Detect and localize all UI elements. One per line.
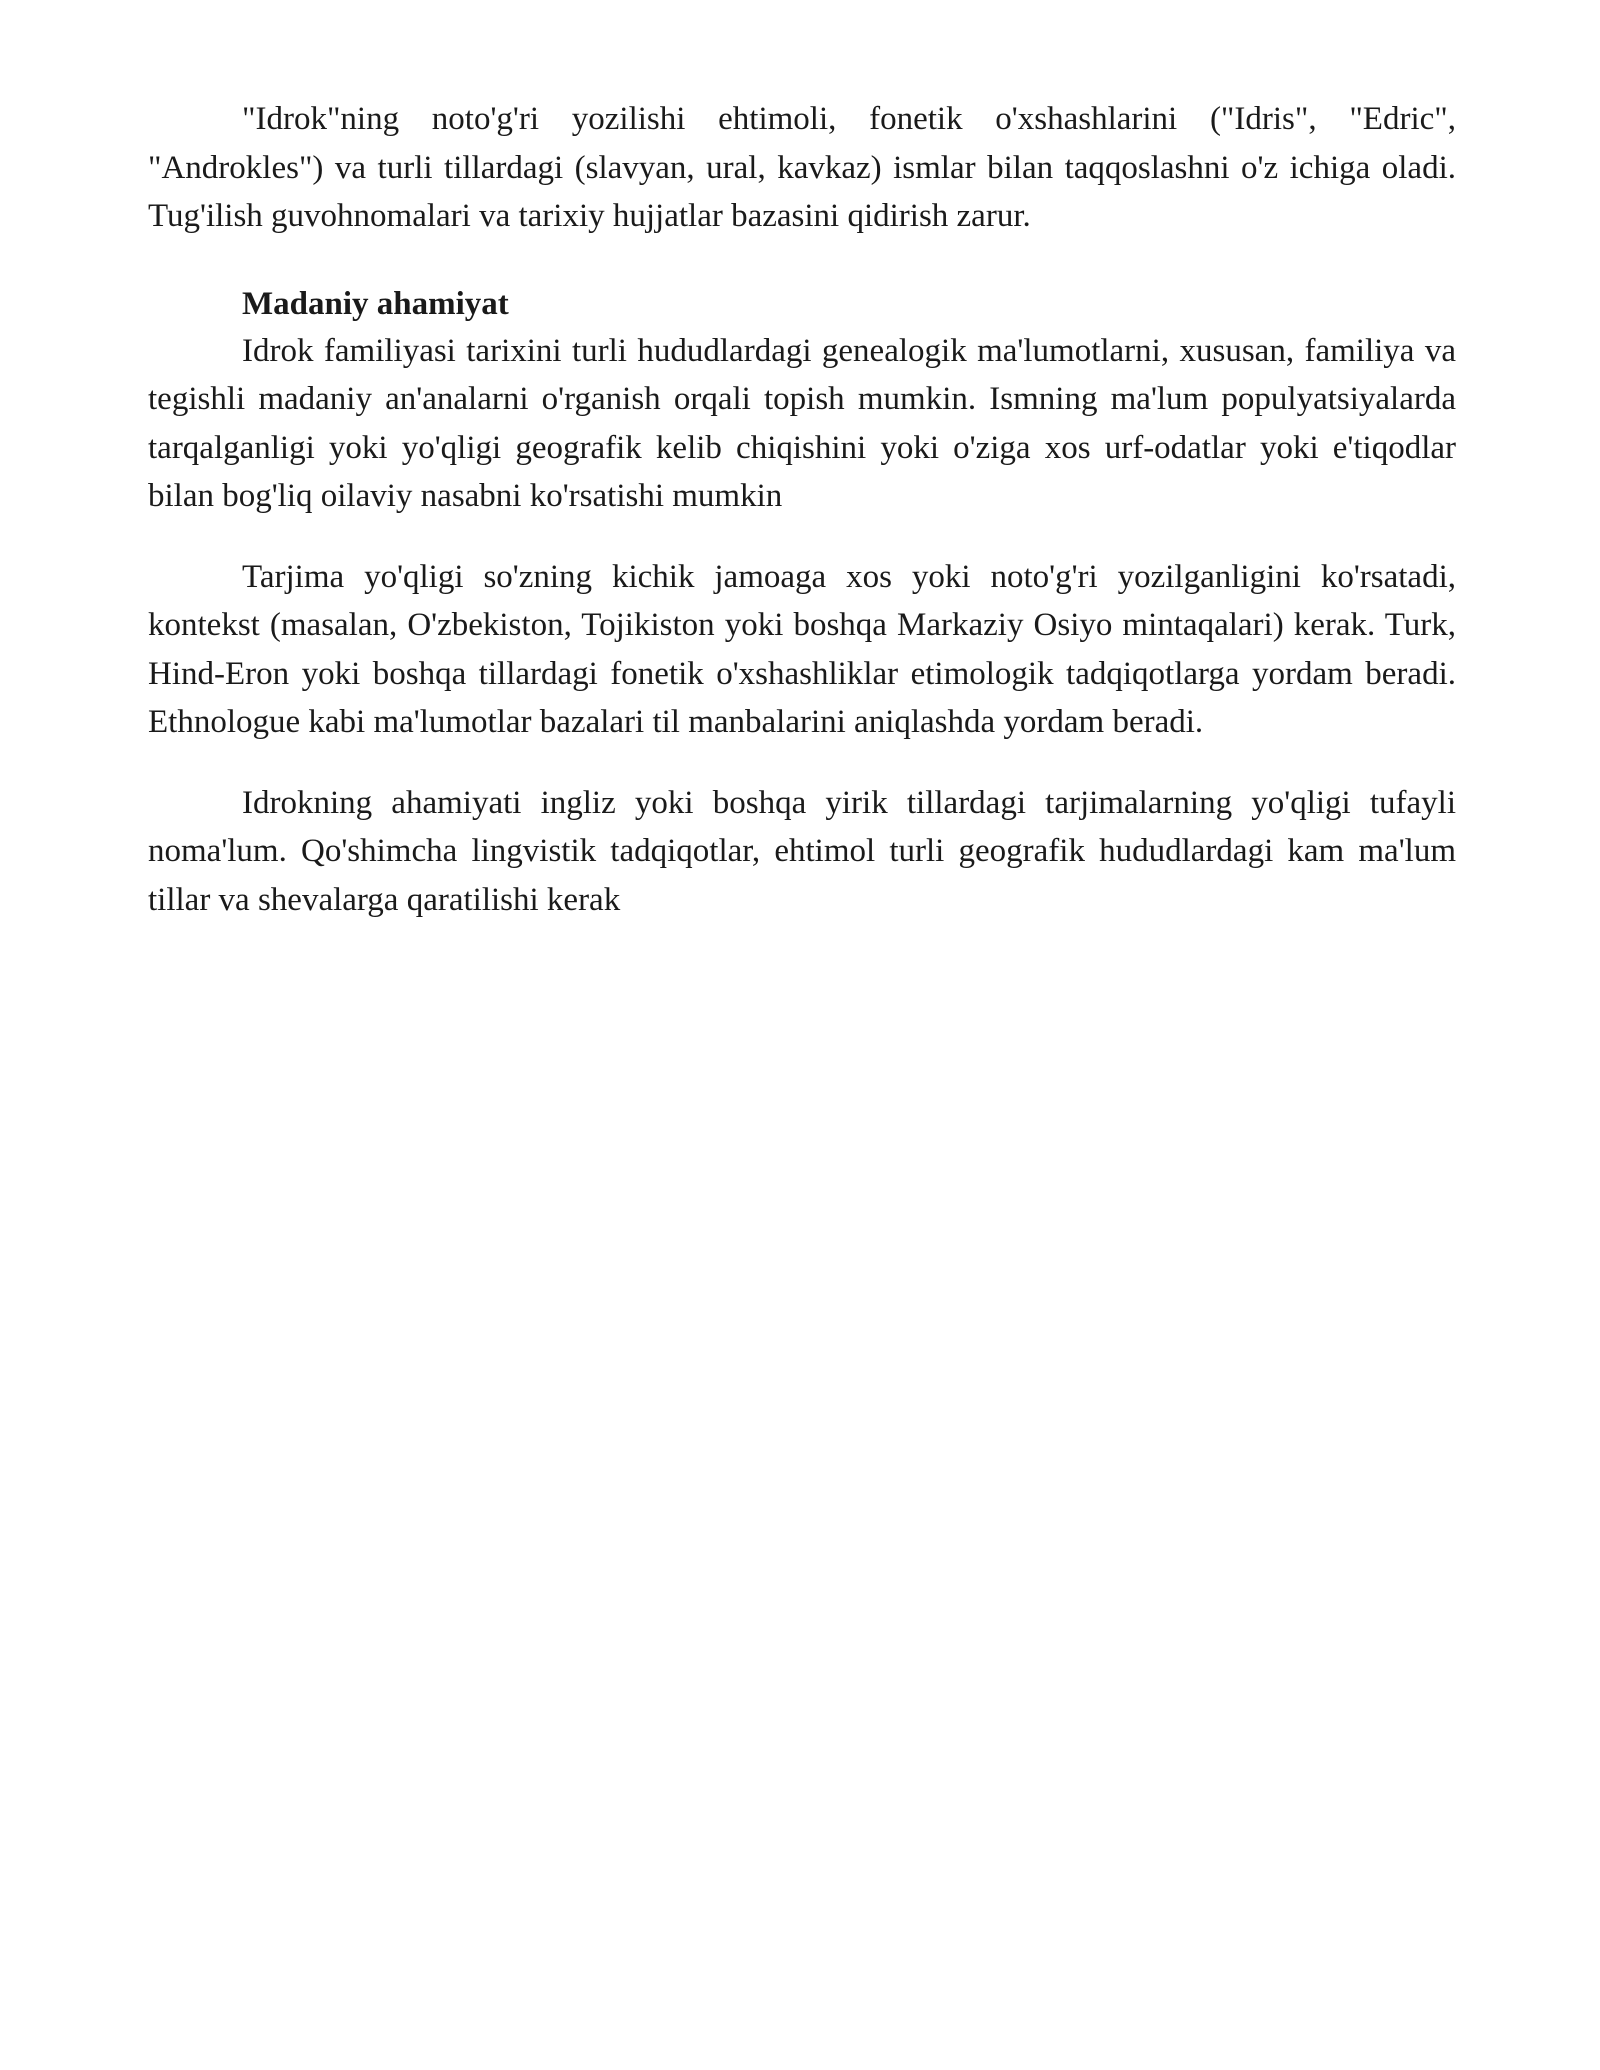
paragraph-misspelling-analysis: "Idrok"ning noto'g'ri yozilishi ehtimoli, fonetik o'xshashlarini ("Idris", "Edric", "Androkles") va turli tillardagi (slavyan, ural, kavkaz) ismlar bilan taqqoslashni o'z ichiga oladi. Tug'ilish guvohnomalari va tarixiy hujjatlar bazasini qidirish zarur.	[148, 101, 1456, 234]
section-heading: Madaniy ahamiyat	[242, 285, 509, 322]
document-body	[148, 95, 1456, 924]
paragraph-translation-absence: Tarjima yo'qligi so'zning kichik jamoaga xos yoki noto'g'ri yozilganligini ko'rsatadi, kontekst (masalan, O'zbekiston, Tojikiston yoki boshqa Markaziy Osiyo mintaqalari) kerak. Turk, Hind-Eron yoki boshqa tillardagi fonetik o'xshashliklar etimologik tadqiqotlarga yordam beradi. Ethnologue kabi ma'lumotlar bazalari til manbalarini aniqlashda yordam beradi.	[148, 558, 1456, 740]
paragraph-cultural-significance: Idrok familiyasi tarixini turli hududlardagi genealogik ma'lumotlarni, xususan, familiya va tegishli madaniy an'analarni o'rganish orqali topish mumkin. Ismning ma'lum populyatsiyalarda tarqalganligi yoki yo'qligi geografik kelib chiqishini yoki o'ziga xos urf-odatlar yoki e'tiqodlar bilan bog'liq oilaviy nasabni ko'rsatishi mumkin	[148, 332, 1456, 514]
paragraph-further-research: Idrokning ahamiyati ingliz yoki boshqa yirik tillardagi tarjimalarning yo'qligi tufayli noma'lum. Qo'shimcha lingvistik tadqiqotlar, ehtimol turli geografik hududlardagi kam ma'lum tillar va shevalarga qaratilishi kerak	[148, 784, 1456, 918]
